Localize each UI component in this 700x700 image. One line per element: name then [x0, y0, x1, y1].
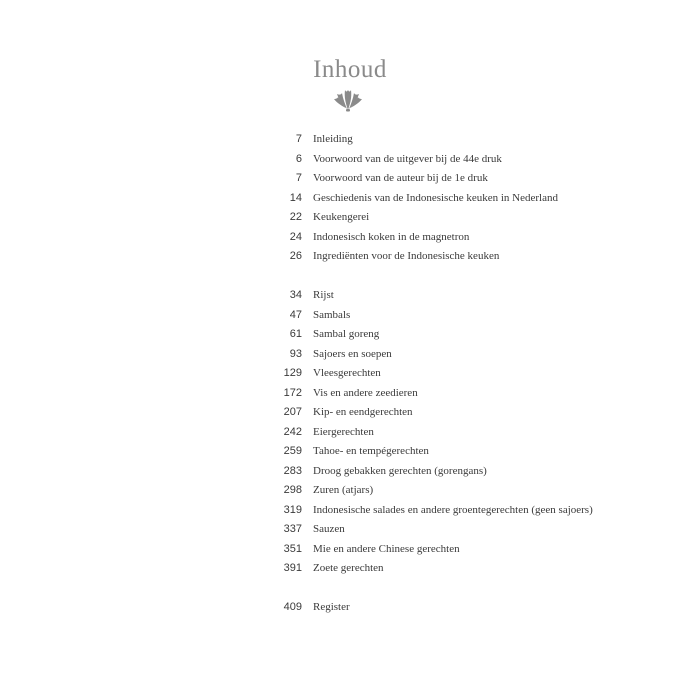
shell-ornament-icon	[333, 86, 363, 112]
toc-entry[interactable]	[0, 208, 700, 228]
toc-entry[interactable]	[0, 364, 700, 384]
toc-entry-label: Zoete gerechten	[313, 562, 384, 574]
toc-entry-label: Mie en andere Chinese gerechten	[313, 542, 460, 555]
toc-entry[interactable]	[0, 423, 700, 443]
toc-entry-label: Geschiedenis van de Indonesische keuken in Nederland	[313, 191, 558, 204]
toc-page-number: 129	[283, 367, 302, 379]
toc-page-number: 93	[289, 347, 302, 360]
toc-entry-label: Rijst	[313, 289, 334, 301]
toc-entry-label: Vis en andere zeedieren	[313, 386, 418, 399]
toc-entry-label: Inleiding	[313, 133, 353, 145]
toc-page-number: 14	[289, 191, 302, 204]
toc-page-number: 259	[283, 445, 302, 457]
toc-entry[interactable]	[0, 462, 700, 482]
toc-page-number: 24	[289, 230, 302, 243]
toc-entry[interactable]	[0, 384, 700, 404]
toc-page-number: 391	[283, 562, 302, 574]
page-title: Inhoud	[313, 56, 387, 83]
toc-entry-label: Indonesische salades en andere groentegerechten (geen sajoers)	[313, 503, 593, 516]
toc-entry-label: Eiergerechten	[313, 425, 374, 438]
toc-group-back	[0, 598, 700, 618]
toc-page-number: 22	[289, 211, 302, 223]
toc-entry[interactable]	[0, 189, 700, 209]
toc-group-chapters	[0, 286, 700, 579]
toc-entry[interactable]	[0, 442, 700, 462]
toc-page-number: 172	[283, 386, 302, 399]
toc-page-number: 34	[289, 289, 302, 301]
toc-entry-label: Droog gebakken gerechten (gorengans)	[313, 464, 487, 477]
toc-page-number: 319	[283, 503, 302, 516]
toc-entry-label: Voorwoord van de uitgever bij de 44e druk	[313, 152, 502, 165]
toc-entry[interactable]	[0, 559, 700, 579]
toc-page-number: 7	[295, 172, 302, 184]
toc-entry[interactable]	[0, 403, 700, 423]
toc-page-number: 298	[283, 484, 302, 496]
toc-entry-label: Register	[313, 601, 350, 613]
toc-entry[interactable]	[0, 325, 700, 345]
toc-entry-label: Tahoe- en tempégerechten	[313, 445, 429, 457]
toc-entry[interactable]	[0, 345, 700, 365]
toc-page-number: 207	[283, 406, 302, 418]
toc-page-number: 242	[283, 425, 302, 438]
table-of-contents	[0, 130, 700, 618]
toc-entry-label: Kip- en eendgerechten	[313, 406, 413, 418]
toc-entry[interactable]	[0, 130, 700, 150]
toc-entry-label: Sambals	[313, 308, 351, 321]
toc-page-number: 26	[289, 250, 302, 262]
toc-page-number: 409	[283, 601, 302, 613]
toc-entry[interactable]	[0, 247, 700, 267]
toc-entry-label: Vleesgerechten	[313, 367, 381, 379]
toc-entry-label: Keukengerei	[313, 211, 370, 223]
toc-entry[interactable]	[0, 169, 700, 189]
toc-page-number: 283	[283, 464, 302, 477]
toc-entry[interactable]	[0, 540, 700, 560]
toc-entry-label: Zuren (atjars)	[313, 484, 374, 496]
toc-entry-label: Indonesisch koken in de magnetron	[313, 230, 470, 243]
toc-page-number: 337	[283, 523, 302, 535]
toc-entry[interactable]	[0, 520, 700, 540]
toc-page-number: 47	[289, 308, 302, 321]
toc-entry[interactable]	[0, 150, 700, 170]
toc-entry[interactable]	[0, 228, 700, 248]
toc-group-intro	[0, 130, 700, 267]
toc-page-number: 7	[295, 133, 302, 145]
toc-entry-label: Sajoers en soepen	[313, 347, 392, 360]
toc-entry[interactable]	[0, 286, 700, 306]
toc-entry-label: Sambal goreng	[313, 328, 380, 340]
toc-entry[interactable]	[0, 481, 700, 501]
toc-entry[interactable]	[0, 501, 700, 521]
toc-entry-label: Sauzen	[313, 523, 345, 535]
toc-entry[interactable]	[0, 306, 700, 326]
toc-entry[interactable]	[0, 598, 700, 618]
toc-page-number: 6	[295, 152, 302, 165]
toc-page-number: 351	[283, 542, 302, 555]
toc-entry-label: Ingrediënten voor de Indonesische keuken	[313, 250, 500, 262]
toc-page-number: 61	[289, 328, 302, 340]
toc-entry-label: Voorwoord van de auteur bij de 1e druk	[313, 172, 488, 184]
